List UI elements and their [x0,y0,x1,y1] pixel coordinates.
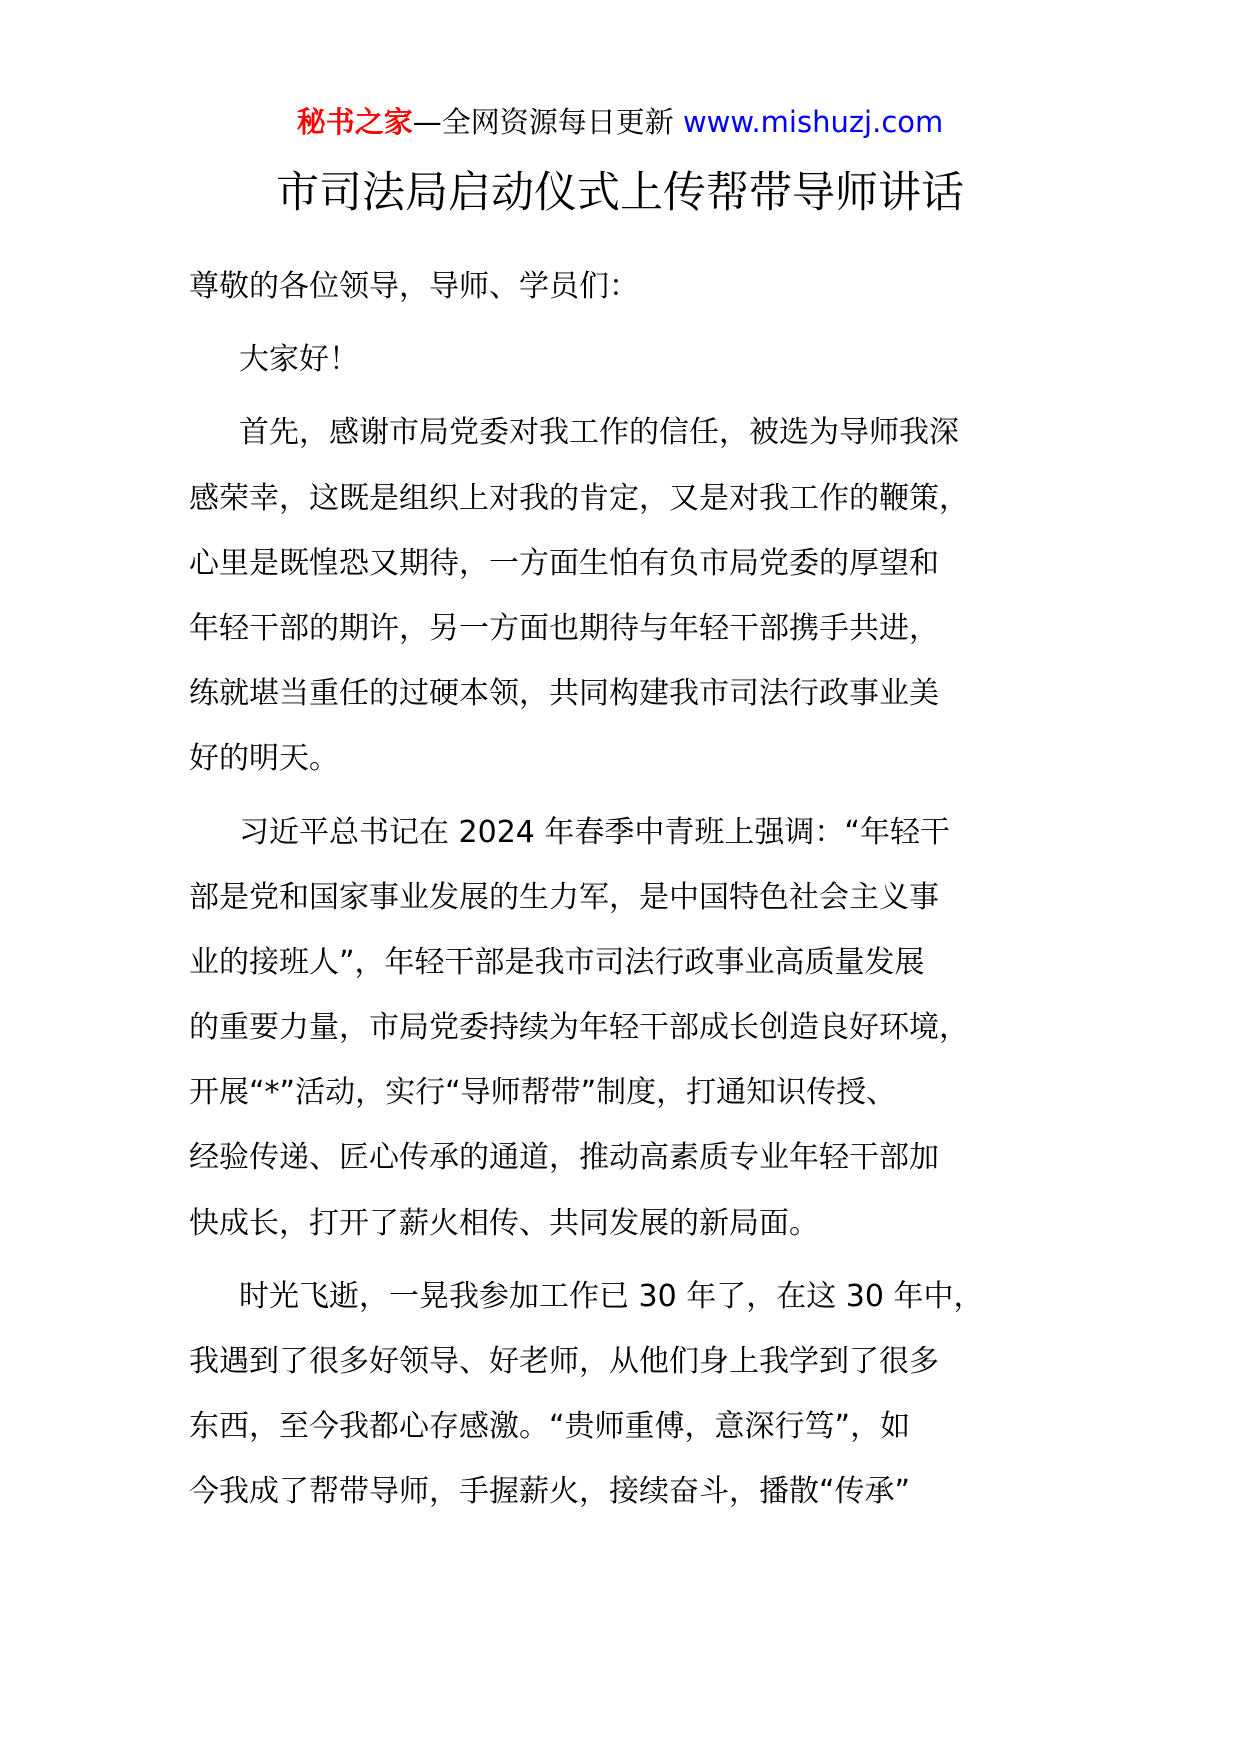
paragraph-line: 时光飞逝，一晃我参加工作已 30 年了，在这 30 年中， [239,1278,984,1314]
paragraph-line: 经验传递、匠心传承的通道，推动高素质专业年轻干部加 [189,1140,939,1176]
paragraph-line: 今我成了帮带导师，手握薪火，接续奋斗，播散“传承” [189,1474,911,1510]
paragraph-3 [189,1264,1059,1525]
brand-name: 秘书之家 [296,105,413,139]
paragraph-line: 年轻干部的期许，另一方面也期待与年轻干部携手共进， [189,610,939,646]
paragraph-2 [189,800,1059,1256]
watermark-header [0,100,1240,144]
site-link[interactable]: www.mishuzj.com [682,105,944,139]
paragraph-line: 我遇到了很多好领导、好老师，从他们身上我学到了很多 [189,1344,939,1379]
paragraph-line: 练就堪当重任的过硬本领，共同构建我市司法行政事业美 [189,676,939,712]
paragraph-line: 感荣幸，这既是组织上对我的肯定，又是对我工作的鞭策， [189,480,969,516]
document-title: 市司法局启动仪式上传帮带导师讲话 [276,168,964,218]
header-tagline: —全网资源每日更新 [412,105,683,139]
document-body [189,254,1059,1525]
paragraph-line: 业的接班人”，年轻干部是我市司法行政事业高质量发展 [189,944,925,980]
paragraph-1 [189,400,1059,791]
paragraph-line: 的重要力量，市局党委持续为年轻干部成长创造良好环境， [189,1010,969,1046]
paragraph-line: 部是党和国家事业发展的生力军，是中国特色社会主义事 [189,879,939,915]
greeting: 大家好！ [239,342,359,378]
paragraph-line: 习近平总书记在 2024 年春季中青班上强调：“年轻干 [239,814,950,850]
paragraph-line: 首先，感谢市局党委对我工作的信任，被选为导师我深 [239,415,959,451]
paragraph-line: 开展“*”活动，实行“导师帮带”制度，打通知识传授、 [189,1075,897,1111]
paragraph-line: 好的明天。 [189,741,339,777]
salutation: 尊敬的各位领导，导师、学员们： [189,269,639,304]
paragraph-line: 东西，至今我都心存感激。“贵师重傅，意深行笃”，如 [189,1409,911,1445]
paragraph-line: 快成长，打开了薪火相传、共同发展的新局面。 [189,1205,819,1241]
paragraph-line: 心里是既惶恐又期待，一方面生怕有负市局党委的厚望和 [189,545,939,581]
